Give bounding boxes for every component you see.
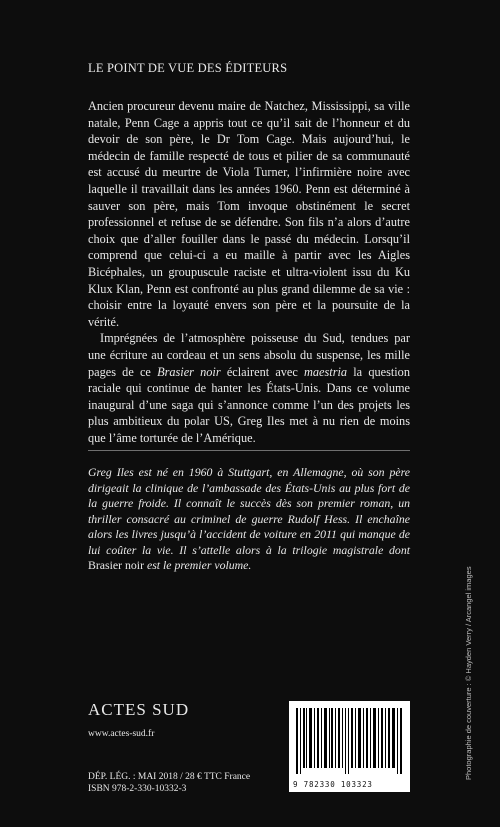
publisher-website: www.actes-sud.fr [88,729,155,739]
barcode [289,701,410,792]
legal-deposit-price: DÉP. LÉG. : MAI 2018 / 28 € TTC France [88,772,251,782]
book-title-inline: Brasier noir [157,364,221,379]
summary-paragraph-2 [88,330,410,446]
section-title: LE POINT DE VUE DES ÉDITEURS [88,61,288,75]
legal-info [88,771,250,795]
summary-paragraph-1: Ancien procureur devenu maire de Natchez, Mississippi, sa ville natale, Penn Cage a appris tout ce qu’il sait de l’honneur et du devoir de son père, le Dr Tom Cage. Mais aujourd’hui, le médecin de famille respecté de tous et pilier de sa communauté est accusé du meurtre de Viola Turner, l’infirmière noire avec laquelle il travaillait dans les années 1960. Penn est déterminé à sauver son père, mais Tom invoque obstinément le secret professionnel et refuse de se défendre. Son fils n’a alors d’autre choix que d’aller fouiller dans le passé du médecin. Lorsqu’il comprend que celui-ci a eu maille à partir avec les Aigles Bicéphales, un groupuscule raciste et ultra-violent issu du Ku Klux Klan, Penn est confronté au plus grand dilemme de sa vie : choisir entre la loyauté envers son père et la poursuite de la vérité. [88,99,410,329]
photo-credit: Photographie de couverture : © Hayden Verry / Arcangel images [464,566,473,780]
paragraph-2-part-2: éclairent avec [220,364,305,379]
author-bio [88,465,410,574]
barcode-number: 9 782330 103323 [293,780,373,789]
bio-part-2: est le premier volume. [144,558,252,572]
publisher-logo: ACTES SUD [88,700,190,719]
summary-text [88,98,410,446]
bio-part-1: Greg Iles est né en 1960 à Stuttgart, en Allemagne, où son père dirigeait la clinique de l’ambassade des États-Unis au plus fort de la guerre froide. Il connaît le succès dès son premier roman, un thriller consacré au criminel de guerre Rudolf Hess. Il enchaîne alors les livres jusqu’à l’accident de voiture en 2011 qui manque de lui coûter la vie. Il s’attelle alors à la trilogie magistrale dont [88,465,410,557]
paragraph-2-part-3: la question raciale qui continue de hanter les États-Unis. Dans ce volume inaugural d’une saga qui s’annonce comme l’un des projets les plus ambitieux du polar US, Greg Iles met à nu rien de moins que l’âme torturée de l’Amérique. [88,364,410,445]
maestria-word: maestria [304,364,348,379]
barcode-bars [296,708,403,774]
isbn: ISBN 978-2-330-10332-3 [88,784,187,794]
section-divider [88,450,410,451]
bio-book-title: Brasier noir [88,558,145,572]
paragraph-2-part-1: Imprégnées de l’atmosphère poisseuse du Sud, tendues par une écriture au cordeau et un sens absolu du suspense, les mille pages de ce [88,331,410,379]
